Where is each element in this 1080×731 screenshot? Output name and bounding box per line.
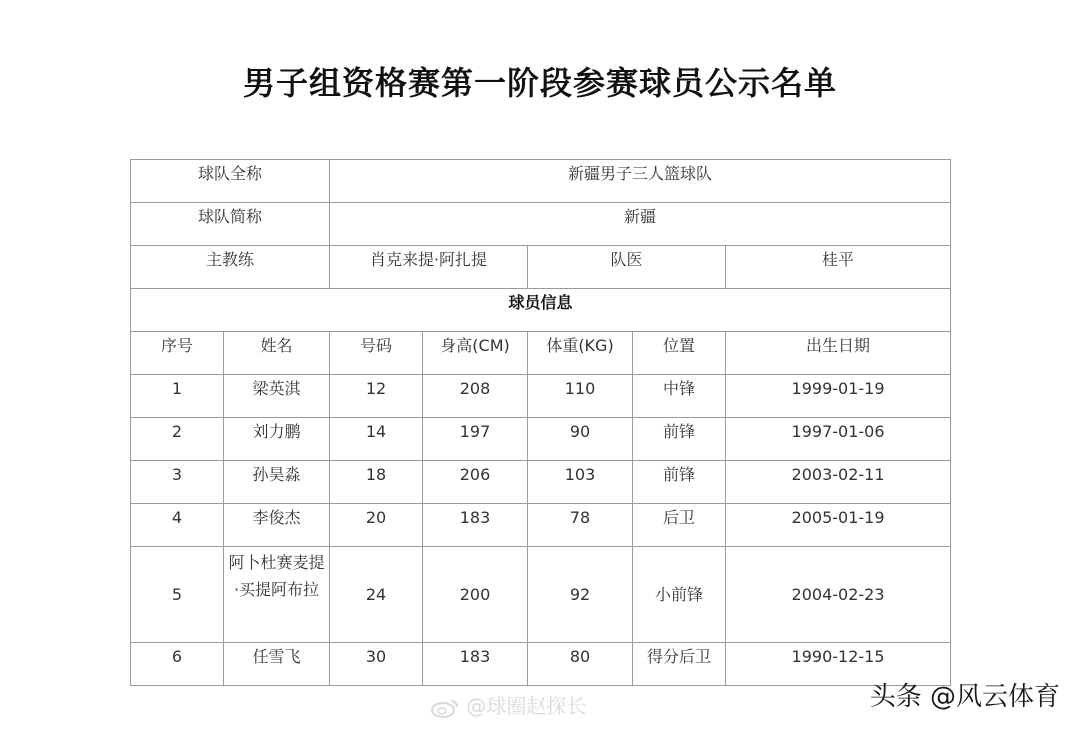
player-birth-date: 1997-01-06 [726,418,951,461]
player-name: 梁英淇 [224,375,330,418]
player-position: 小前锋 [633,547,726,643]
table-row [131,418,951,461]
doctor-value: 桂平 [726,246,951,289]
player-weight: 103 [528,461,633,504]
table-row [131,547,951,643]
player-position: 中锋 [633,375,726,418]
team-short-name-row [131,203,951,246]
page-title: 男子组资格赛第一阶段参赛球员公示名单 [242,64,837,102]
player-name: 阿卜杜赛麦提·买提阿布拉 [224,547,330,643]
weibo-watermark-text: @球圈赵探长 [466,694,587,718]
player-index: 3 [131,461,224,504]
table-header-row [131,332,951,375]
team-short-name-value: 新疆 [330,203,951,246]
player-height: 206 [423,461,528,504]
player-number: 20 [330,504,423,547]
table-row [131,375,951,418]
player-height: 183 [423,643,528,686]
team-full-name-label: 球队全称 [131,160,330,203]
player-height: 208 [423,375,528,418]
column-header: 号码 [330,332,423,375]
team-full-name-value: 新疆男子三人篮球队 [330,160,951,203]
player-weight: 92 [528,547,633,643]
column-header: 出生日期 [726,332,951,375]
player-index: 5 [131,547,224,643]
section-title: 球员信息 [131,289,951,332]
column-header: 位置 [633,332,726,375]
player-name: 刘力鹏 [224,418,330,461]
coach-label: 主教练 [131,246,330,289]
team-short-name-label: 球队简称 [131,203,330,246]
player-name: 李俊杰 [224,504,330,547]
player-number: 14 [330,418,423,461]
player-index: 6 [131,643,224,686]
player-name: 任雪飞 [224,643,330,686]
table-row [131,461,951,504]
player-weight: 80 [528,643,633,686]
team-full-name-row [131,160,951,203]
player-position: 前锋 [633,418,726,461]
player-weight: 110 [528,375,633,418]
player-position: 得分后卫 [633,643,726,686]
player-position: 后卫 [633,504,726,547]
player-index: 2 [131,418,224,461]
player-roster-table [130,159,951,686]
coach-value: 肖克来提·阿扎提 [330,246,528,289]
player-birth-date: 2003-02-11 [726,461,951,504]
toutiao-watermark: 头条 @风云体育 [869,682,1060,712]
player-position: 前锋 [633,461,726,504]
section-row [131,289,951,332]
player-weight: 90 [528,418,633,461]
player-number: 24 [330,547,423,643]
table-row [131,504,951,547]
column-header: 体重(KG) [528,332,633,375]
player-height: 183 [423,504,528,547]
player-birth-date: 2004-02-23 [726,547,951,643]
weibo-logo-icon [430,698,460,718]
player-number: 12 [330,375,423,418]
player-index: 1 [131,375,224,418]
player-name: 孙昊淼 [224,461,330,504]
column-header: 身高(CM) [423,332,528,375]
staff-row [131,246,951,289]
column-header: 姓名 [224,332,330,375]
doctor-label: 队医 [528,246,726,289]
player-height: 200 [423,547,528,643]
player-weight: 78 [528,504,633,547]
player-height: 197 [423,418,528,461]
player-number: 18 [330,461,423,504]
player-number: 30 [330,643,423,686]
player-birth-date: 1999-01-19 [726,375,951,418]
weibo-watermark [430,690,586,719]
table-row [131,643,951,686]
player-index: 4 [131,504,224,547]
player-birth-date: 1990-12-15 [726,643,951,686]
column-header: 序号 [131,332,224,375]
player-birth-date: 2005-01-19 [726,504,951,547]
